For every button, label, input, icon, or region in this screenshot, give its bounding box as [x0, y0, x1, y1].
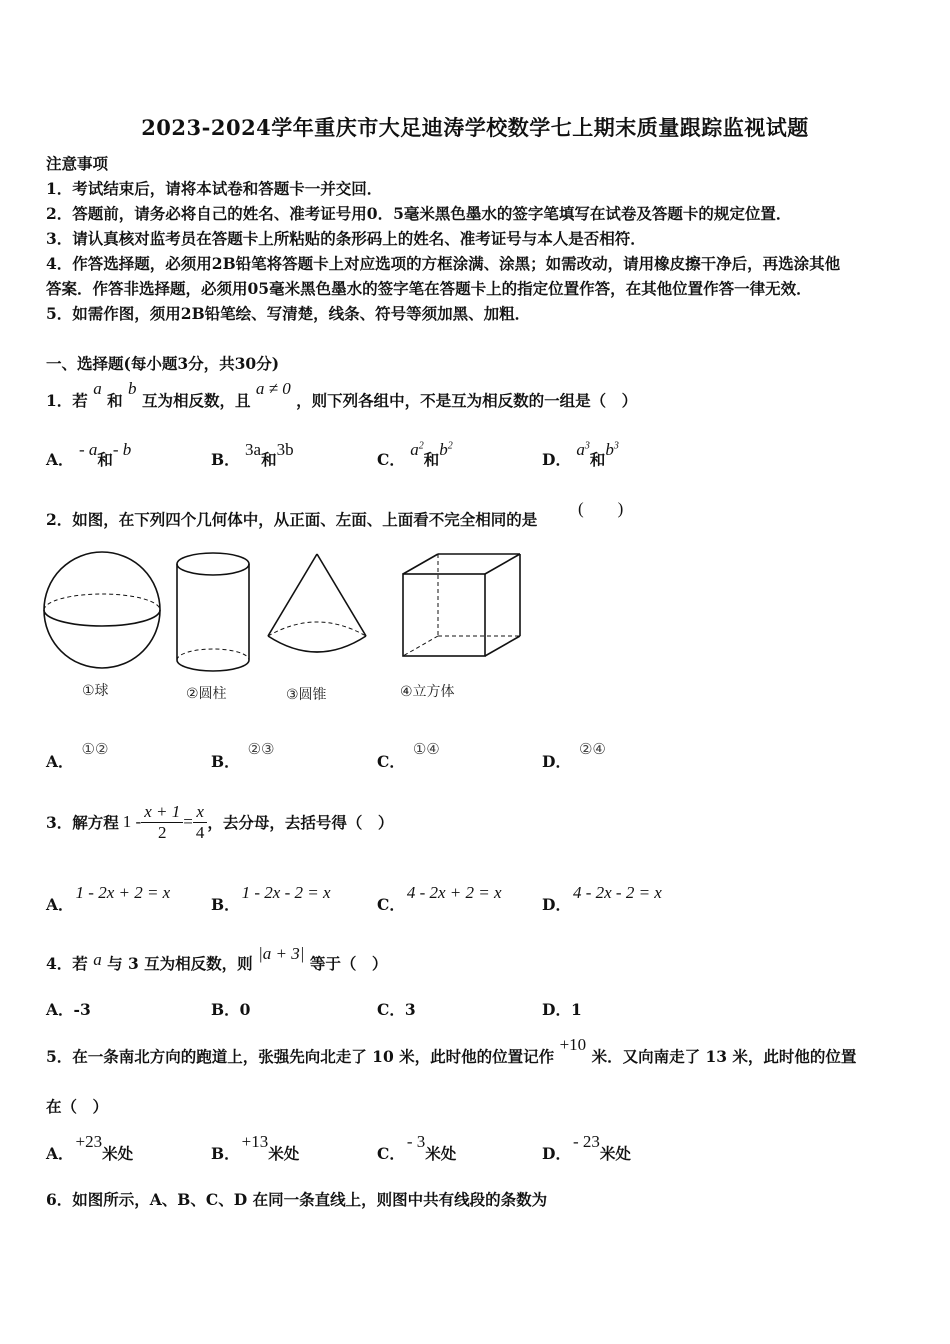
shape-label-cylinder: ②圆柱 [186, 686, 227, 702]
q6-stem: 6．如图所示，A、B、C、D 在同一条直线上，则图中共有线段的条数为 [46, 1190, 548, 1209]
option-term: b [605, 440, 614, 459]
q4-option-c: C．3 [377, 1000, 416, 1019]
option-unit: 米处 [102, 1144, 134, 1163]
option-he: 和 [589, 450, 606, 469]
q4-expression: |a + 3| [258, 944, 305, 963]
option-value: 1 - 2x + 2 = x [75, 883, 171, 902]
q3-option-d [542, 883, 662, 915]
cylinder-figure [177, 553, 249, 671]
option-label: B． [211, 1144, 240, 1163]
q5-stem-line2: 在（ ） [46, 1097, 109, 1116]
q3-stem [46, 800, 393, 844]
q1-cond: a ≠ 0 [255, 379, 291, 398]
q1-var-b: b [128, 379, 137, 398]
option-term: - a [78, 440, 98, 459]
shape-label-cone: ③圆锥 [286, 687, 327, 703]
notice-item-4: 4．作答选择题，必须用2B铅笔将答题卡上对应选项的方框涂满、涂黑；如需改动，请用橡皮擦干净后，再选涂其他 [46, 254, 841, 273]
q5-line1: 5．在一条南北方向的跑道上，张强先向北走了 10 米，此时他的位置记作 [46, 1047, 555, 1066]
q5-line1b: 米．又向南走了 13 米，此时他的位置 [591, 1047, 857, 1066]
q3-fraction-1 [141, 802, 183, 843]
option-term: a [410, 440, 419, 459]
option-label: B． [211, 895, 240, 914]
fraction-denominator: 2 [157, 822, 167, 842]
q3-pre: 3．解方程 [46, 813, 119, 832]
q4-mid: 与 3 互为相反数，则 [107, 954, 253, 973]
option-term: 3a [245, 440, 262, 459]
q3-option-a [46, 883, 171, 915]
option-he: 和 [423, 450, 440, 469]
q2-stem: 2．如图，在下列四个几何体中，从正面、左面、上面看不完全相同的是 [46, 510, 538, 529]
option-label: C． [377, 752, 405, 771]
q3-one: 1 - [122, 812, 142, 831]
q5-option-d [542, 1132, 631, 1164]
option-label: A． [46, 895, 74, 914]
q4-var-a: a [93, 950, 102, 969]
option-label: D． [542, 752, 571, 771]
q1-tail: ，则下列各组中，不是互为相反数的一组是（ ） [296, 391, 638, 410]
option-value: ②③ [247, 740, 275, 758]
option-term: b [439, 440, 448, 459]
option-unit: 米处 [268, 1144, 300, 1163]
q4-pre: 4．若 [46, 954, 88, 973]
fraction-denominator: 4 [195, 822, 205, 842]
option-label: B． [211, 450, 240, 469]
page-title: 2023-2024学年重庆市大足迪涛学校数学七上期末质量跟踪监视试题 [141, 115, 809, 140]
option-value: ①② [81, 740, 109, 758]
option-exp: 3 [613, 440, 619, 452]
option-value: - 3 [406, 1132, 426, 1151]
option-label: C． [377, 450, 405, 469]
option-label: C． [377, 895, 405, 914]
q3-equals: = [183, 812, 193, 831]
option-label: C． [377, 1144, 405, 1163]
option-label: D． [542, 450, 571, 469]
q4-option-a: A．-3 [46, 1000, 91, 1019]
q3-option-b [211, 883, 331, 915]
notice-item-1: 1．考试结束后，请将本试卷和答题卡一并交回． [46, 179, 383, 198]
option-value: 1 - 2x - 2 = x [241, 883, 331, 902]
q3-tail: ，去分母，去括号得（ ） [207, 813, 394, 832]
option-exp: 2 [447, 440, 453, 452]
q5-option-c [377, 1132, 457, 1164]
notice-item-3: 3．请认真核对监考员在答题卡上所粘贴的条形码上的姓名、准考证号与本人是否相符． [46, 229, 646, 248]
option-label: A． [46, 752, 74, 771]
q1-he: 和 [107, 391, 123, 410]
notice-heading: 注意事项 [46, 154, 109, 173]
option-exp: 3 [584, 440, 590, 452]
option-value: ①④ [412, 740, 440, 758]
notice-item-5: 5．如需作图，须用2B铅笔绘、写清楚，线条、符号等须加黑、加粗． [46, 304, 531, 323]
option-exp: 2 [418, 440, 424, 452]
q1-stem [46, 379, 638, 411]
option-value: 4 - 2x - 2 = x [572, 883, 662, 902]
option-label: D． [542, 1144, 571, 1163]
option-label: A． [46, 450, 74, 469]
q5-value: +10 [559, 1035, 587, 1054]
q4-option-d: D．1 [542, 1000, 582, 1019]
q4-tail: 等于（ ） [309, 954, 388, 973]
q1-option-d [542, 440, 619, 470]
q4-stem [46, 944, 388, 974]
q4-option-b: B．0 [211, 1000, 251, 1019]
option-label: D． [542, 895, 571, 914]
q2-option-a [46, 740, 109, 772]
fraction-numerator: x + 1 [141, 802, 183, 823]
option-term: - b [112, 440, 132, 459]
q2-paren: ( ) [578, 499, 624, 518]
q2-figure [40, 548, 530, 708]
option-label: A． [46, 1144, 74, 1163]
option-he: 和 [261, 450, 277, 469]
q1-option-a [46, 440, 132, 470]
q1-mid: 互为相反数，且 [141, 391, 251, 410]
q5-option-b [211, 1132, 300, 1164]
q3-fraction-2 [193, 802, 208, 843]
q1-num: 1．若 [46, 391, 88, 410]
option-value: - 23 [572, 1132, 600, 1151]
option-value: 4 - 2x + 2 = x [406, 883, 502, 902]
fraction-numerator: x [193, 802, 208, 823]
option-label: B． [211, 752, 240, 771]
q1-option-c [377, 440, 453, 470]
q5-stem-line1 [46, 1035, 857, 1067]
option-term: a [576, 440, 585, 459]
option-unit: 米处 [599, 1144, 631, 1163]
q3-option-c [377, 883, 502, 915]
option-unit: 米处 [425, 1144, 457, 1163]
section-heading: 一、选择题(每小题3分，共30分) [46, 354, 280, 373]
shape-label-sphere: ①球 [82, 683, 109, 699]
sphere-figure [44, 552, 160, 668]
notice-item-2: 2．答题前，请务必将自己的姓名、准考证号用0．5毫米黑色墨水的签字笔填写在试卷及答题卡的规定位置． [46, 204, 792, 223]
q2-option-c [377, 740, 440, 772]
cone-figure [268, 554, 366, 652]
q2-option-d [542, 740, 606, 772]
option-he: 和 [97, 450, 113, 469]
option-value: ②④ [578, 740, 606, 758]
cube-figure [403, 554, 520, 656]
option-value: +13 [241, 1132, 269, 1151]
q1-var-a: a [93, 379, 102, 398]
option-term: 3b [276, 440, 294, 459]
q1-option-b [211, 440, 294, 470]
q5-option-a [46, 1132, 134, 1164]
q2-option-b [211, 740, 275, 772]
option-value: +23 [75, 1132, 103, 1151]
shape-label-cube: ④立方体 [400, 684, 455, 700]
notice-item-4-cont: 答案．作答非选择题，必须用05毫米黑色墨水的签字笔在答题卡上的指定位置作答，在其他位置作答一律无效． [46, 279, 812, 298]
